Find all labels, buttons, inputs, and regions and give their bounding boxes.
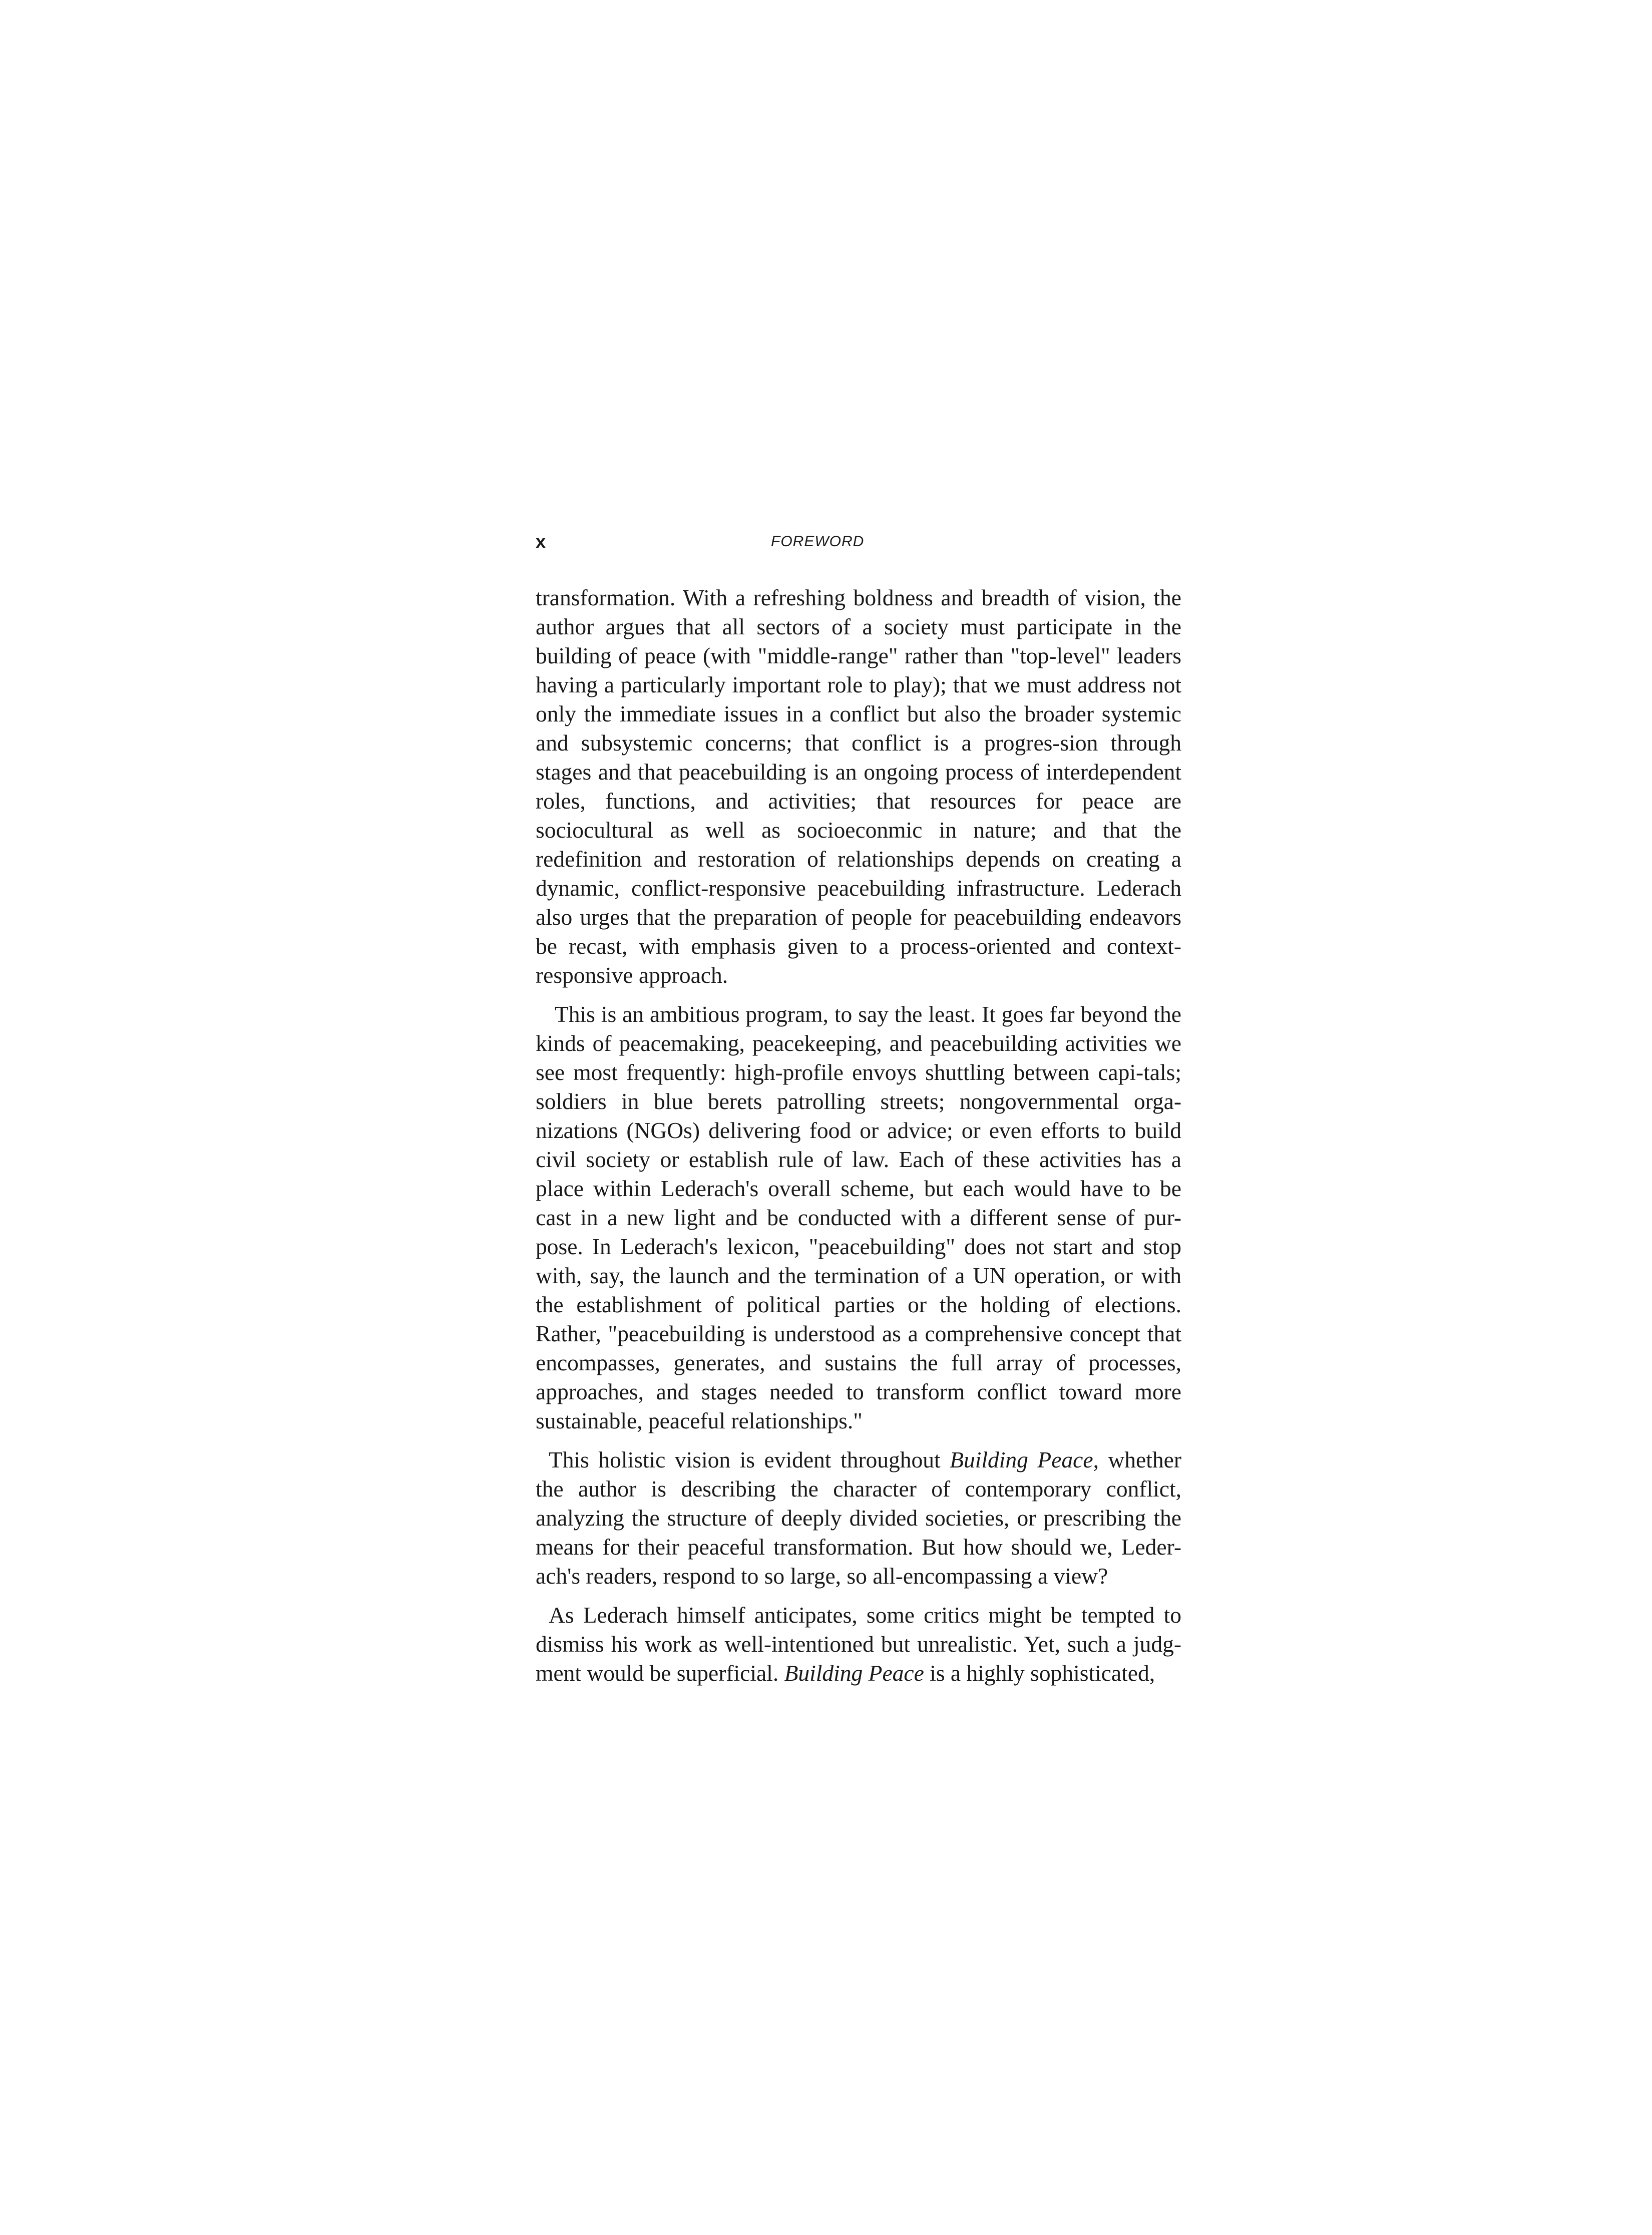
paragraph-1: transformation. With a refreshing boldness and breadth of vision, the author argues that all sectors of a society must participate in the building of peace (with "middle-range" rather than "top-level" leaders having a particularly important role to play); that we must address not only the immediate issues in a conflict but also the broader systemic and subsystemic concerns; that conflict is a progres-sion through stages and that peacebuilding is an ongoing process of interdependent roles, functions, and activities; that resources for peace are sociocultural as well as socioeconmic in nature; and that the redefinition and restoration of relationships depends on creating a dynamic, conflict-responsive peacebuilding infrastructure. Lederach also urges that the preparation of people for peacebuilding endeavors be recast, with emphasis given to a process-oriented and context-responsive approach. xyxy=(536,585,1181,988)
page-number: x xyxy=(536,531,546,552)
paragraph-4-text-start: As Lederach himself anticipates, some critics might be tempted to dismiss his work as well-intentioned but unrealistic. Yet, such a judg-ment would be superficial. xyxy=(536,1602,1181,1686)
body-text xyxy=(536,583,1181,1698)
running-head xyxy=(536,527,1181,557)
paragraph-2: This is an ambitious program, to say the least. It goes far beyond the kinds of peacemaking, peacekeeping, and peacebuilding activities we see most frequently: high-profile envoys shuttling between capi-tals; soldiers in blue berets patrolling streets; nongovernmental orga-nizations (NGOs) delivering food or advice; or even efforts to build civil society or establish rule of law. Each of these activities has a place within Lederach's overall scheme, but each would have to be cast in a new light and be conducted with a different sense of pur-pose. In Lederach's lexicon, "peacebuilding" does not start and stop with, say, the launch and the termination of a UN operation, or with the establishment of political parties or the holding of elections. Rather, "peacebuilding is understood as a comprehensive concept that encompasses, generates, and sustains the full array of processes, approaches, and stages needed to transform conflict toward more sustainable, peaceful relationships." xyxy=(536,1001,1181,1433)
paragraph-4 xyxy=(536,1601,1181,1688)
book-title-italic: Building Peace xyxy=(784,1660,924,1686)
paragraph-3-text-start: This holistic vision is evident throughout xyxy=(549,1447,950,1472)
running-head-title: FOREWORD xyxy=(771,533,865,550)
paragraph-4-text-end: is a highly sophisticated, xyxy=(924,1660,1155,1686)
paragraph-3 xyxy=(536,1445,1181,1591)
paragraph-3-text-end: whether the author is describing the character of contemporary conflict, analyzing the structure of deeply divided societies, or prescribing the means for their peaceful transformation. But how should we, Leder-ach's readers, respond to so large, so all-encompassing a view? xyxy=(536,1447,1181,1589)
book-title-italic: Building Peace, xyxy=(950,1447,1099,1472)
